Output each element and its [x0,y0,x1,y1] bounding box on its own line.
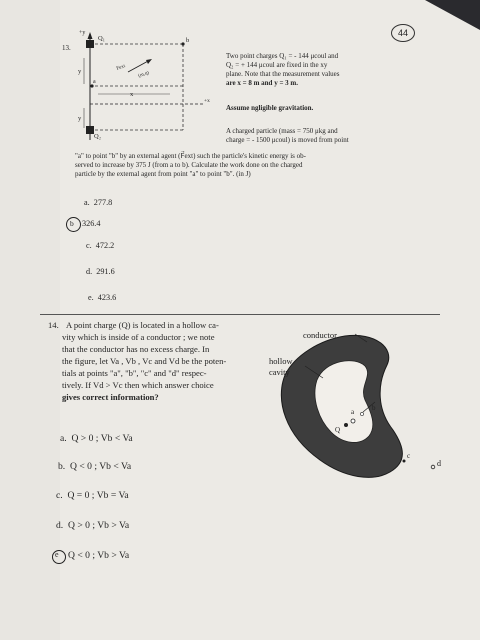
y-dim-top-label: y [78,68,82,75]
q14-option-e[interactable]: Q < 0 ; Vb > Va [68,550,130,561]
option-letter: d. [56,520,64,531]
point-a-dot [351,419,355,423]
fext-label: Fext [116,64,127,72]
q13-body-line: "a" to point "b" by an external agent (F⃗ext) such the particle's kinetic energy is ob- [75,152,306,160]
option-letter: a. [84,198,90,207]
q14-option-c[interactable] [56,490,129,501]
q14-line: the figure, let Va , Vb , Vc and Vd be the poten- [62,356,227,366]
point-b [181,42,184,45]
q14-option-e-letter: e [55,550,59,559]
q2-label: Q₂ [94,133,101,140]
option-value: Q < 0 ; Vb < Va [70,461,132,472]
option-value: 423.6 [97,293,117,302]
option-letter: d. [86,267,93,276]
option-letter: c. [86,241,92,250]
q1-label: Q₁ [98,35,105,42]
q13-body-line: A charged particle (mass = 750 μkg and [226,127,338,135]
option-value: 291.6 [96,267,115,276]
a-label: a [93,79,96,85]
option-value: Q = 0 ; Vb = Va [67,490,129,501]
page-number: 44 [391,24,415,42]
a-label: a [351,408,355,416]
q13-info-line: plane. Note that the measurement values [226,70,340,78]
q14-line: tials at points "a", "b", "c" and "d" respec- [62,368,207,378]
cavity-label: cavity [269,367,290,377]
point-c-dot [403,460,406,463]
q13-assumption: Assume ngligible gravitation. [226,104,314,112]
q14-line: that the conductor has no excess charge. In [62,344,210,354]
q13-info-line: Two point charges Q₁ = - 144 μcoul and [226,52,339,60]
q14-number: 14. [48,320,59,330]
q14-option-a[interactable] [60,433,133,444]
q13-option-d[interactable] [86,267,115,276]
q-label: Q [335,426,341,434]
q14-option-b[interactable] [58,461,131,472]
x-axis-label: +x [204,98,210,104]
q2-charge [86,126,94,134]
q13-info-line: are x = 8 m and y = 3 m. [226,79,299,87]
point-b-dot [360,412,363,415]
option-letter: c. [56,490,63,501]
option-letter: e. [88,293,94,302]
option-letter: a. [60,433,67,444]
option-value: 472.2 [95,241,115,250]
point-q [344,423,348,427]
q14-line: A point charge (Q) is located in a hollow ca- [66,320,219,330]
q13-body-line: served to increase by 375 J (from a to b). Calculate the work done on the charged [75,161,303,169]
q13-body-line: charge = - 1500 μcoul) is moved from point [226,136,349,144]
b-label: b [186,37,190,44]
option-value: 277.8 [93,198,113,207]
option-value: Q > 0 ; Vb < Va [71,433,133,444]
q13-option-e[interactable] [88,293,116,302]
q13-figure [78,28,223,143]
q14-line: tively. If Vd > Vc then which answer choice [62,380,214,390]
q13-option-b[interactable]: 326.4 [82,219,101,228]
q14-line: gives correct information? [62,392,159,402]
d-label: d [437,459,441,468]
point-d-dot [431,465,435,469]
q14-line: vity which is inside of a conductor ; we note [62,332,215,342]
fext-mq-label: (m,q) [137,70,150,80]
hollow-label: hollow [269,356,293,366]
y-axis-label: +y [79,30,86,36]
x-dim-label: x [130,91,134,98]
q13-option-a[interactable] [84,198,112,207]
q14-option-d[interactable] [56,520,129,531]
q13-option-b-letter: b [70,219,74,228]
y-dim-bottom-label: y [78,115,82,122]
option-letter: b. [58,461,66,472]
q1-charge [86,40,94,48]
c-label: c [407,452,411,460]
conductor-label: conductor [303,330,337,340]
question-divider [40,314,440,315]
q14-figure [265,320,465,500]
q13-info-line: Q₂ = + 144 μcoul are fixed in the xy [226,61,328,69]
b-label: b [372,404,376,412]
q13-option-c[interactable] [86,241,114,250]
q13-number: 13. [62,44,71,52]
option-value: Q > 0 ; Vb > Va [68,520,130,531]
q13-body-line: particle by the external agent from point "a" to point "b". (in J) [75,170,251,178]
